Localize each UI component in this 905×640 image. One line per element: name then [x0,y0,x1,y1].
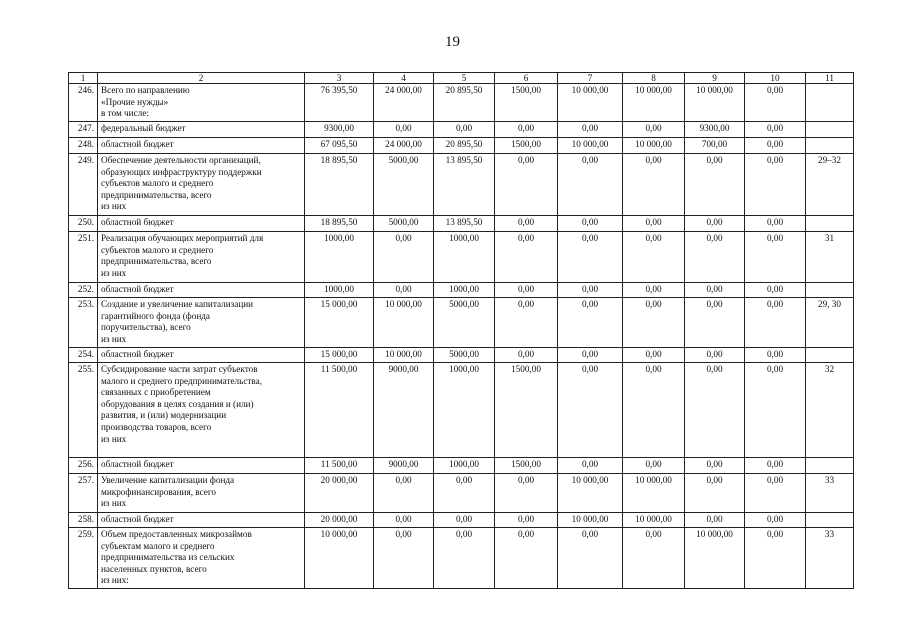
amount-cell: 0,00 [685,513,745,528]
amount-cell: 11 500,00 [305,363,374,458]
description-line: областной бюджет [101,217,174,227]
amount-cell: 20 000,00 [305,513,374,528]
amount-cell: 20 895,50 [434,84,495,122]
description-line: предпринимательства, всего [101,189,212,200]
row-description [98,528,305,589]
amount-cell: 0,00 [558,283,623,298]
row-description [98,348,305,363]
amount-cell: 10 000,00 [558,84,623,122]
column-header: 8 [623,73,685,84]
amount-cell: 0,00 [623,348,685,363]
amount-cell: 0,00 [623,298,685,348]
table-row [69,154,854,216]
amount-cell: 0,00 [745,513,806,528]
amount-cell: 0,00 [685,283,745,298]
amount-cell: 0,00 [558,154,623,216]
description-line: из них [101,201,127,212]
amount-cell: 0,00 [685,474,745,513]
reference-cell [806,84,854,122]
amount-cell: 0,00 [495,122,558,138]
reference-cell: 29, 30 [806,298,854,348]
row-number: 259. [69,528,98,589]
description-line: развития, и (или) модернизации [101,410,227,421]
row-number: 247. [69,122,98,138]
amount-cell: 18 895,50 [305,154,374,216]
table-row [69,363,854,458]
row-description [98,298,305,348]
description-line: Создание и увеличение капитализации [101,299,254,309]
amount-cell: 0,00 [685,458,745,474]
amount-cell: 0,00 [685,216,745,232]
amount-cell: 0,00 [623,232,685,283]
amount-cell: 13 895,50 [434,154,495,216]
column-header: 6 [495,73,558,84]
table-row [69,283,854,298]
row-description [98,232,305,283]
amount-cell: 0,00 [623,458,685,474]
column-header: 3 [305,73,374,84]
amount-cell: 1500,00 [495,458,558,474]
description-line: из них [101,433,127,444]
column-header: 10 [745,73,806,84]
description-line: Реализация обучающих мероприятий для [101,233,264,243]
row-number: 255. [69,363,98,458]
amount-cell: 10 000,00 [623,84,685,122]
amount-cell: 0,00 [374,528,434,589]
amount-cell: 1000,00 [434,283,495,298]
amount-cell: 18 895,50 [305,216,374,232]
description-line: поручительства), всего [101,322,191,333]
description-line: Увеличение капитализации фонда [101,475,235,485]
description-line: Всего по направлению [101,85,190,95]
column-header: 11 [806,73,854,84]
amount-cell: 10 000,00 [374,348,434,363]
amount-cell: 0,00 [623,122,685,138]
description-line: в том числе: [101,108,149,119]
description-line: «Прочие нужды» [101,96,169,107]
amount-cell: 0,00 [495,348,558,363]
amount-cell: 0,00 [374,513,434,528]
row-description [98,363,305,458]
amount-cell: 10 000,00 [558,513,623,528]
description-line: субъектам малого и среднего [101,540,215,551]
amount-cell: 0,00 [434,513,495,528]
reference-cell [806,348,854,363]
amount-cell: 0,00 [434,528,495,589]
table-row [69,474,854,513]
reference-cell: 33 [806,528,854,589]
description-line: Обеспечение деятельности организаций, [101,155,261,165]
amount-cell: 1500,00 [495,363,558,458]
row-number: 257. [69,474,98,513]
description-line: областной бюджет [101,459,174,469]
row-description [98,216,305,232]
table-body [69,84,854,589]
amount-cell: 700,00 [685,138,745,154]
amount-cell: 9300,00 [685,122,745,138]
amount-cell: 9000,00 [374,458,434,474]
amount-cell: 0,00 [558,216,623,232]
amount-cell: 10 000,00 [558,474,623,513]
amount-cell: 0,00 [558,348,623,363]
description-line: из них [101,498,127,509]
row-number: 252. [69,283,98,298]
amount-cell: 9000,00 [374,363,434,458]
amount-cell: 0,00 [623,283,685,298]
amount-cell: 10 000,00 [305,528,374,589]
description-line: субъектов малого и среднего [101,178,214,189]
row-number: 258. [69,513,98,528]
row-number: 256. [69,458,98,474]
amount-cell: 20 000,00 [305,474,374,513]
table-header [69,73,854,84]
row-description [98,474,305,513]
description-line: Субсидирование части затрат субъектов [101,364,258,374]
amount-cell: 0,00 [745,348,806,363]
reference-cell [806,283,854,298]
reference-cell [806,138,854,154]
row-number: 250. [69,216,98,232]
amount-cell: 0,00 [623,363,685,458]
amount-cell: 0,00 [745,154,806,216]
amount-cell: 0,00 [745,122,806,138]
amount-cell: 5000,00 [434,348,495,363]
description-line: областной бюджет [101,284,174,294]
amount-cell: 15 000,00 [305,298,374,348]
amount-cell: 0,00 [558,232,623,283]
amount-cell: 13 895,50 [434,216,495,232]
amount-cell: 0,00 [495,528,558,589]
amount-cell: 0,00 [685,363,745,458]
amount-cell: 0,00 [495,474,558,513]
column-header: 2 [98,73,305,84]
amount-cell: 0,00 [745,363,806,458]
table-row [69,232,854,283]
amount-cell: 76 395,50 [305,84,374,122]
amount-cell: 0,00 [745,283,806,298]
reference-cell: 29–32 [806,154,854,216]
amount-cell: 10 000,00 [623,138,685,154]
amount-cell: 0,00 [745,474,806,513]
row-description [98,513,305,528]
reference-cell [806,458,854,474]
amount-cell: 10 000,00 [623,513,685,528]
table-row [69,298,854,348]
row-number: 253. [69,298,98,348]
description-line: связанных с приобретением [101,387,211,398]
amount-cell: 10 000,00 [558,138,623,154]
reference-cell [806,513,854,528]
amount-cell: 10 000,00 [685,528,745,589]
amount-cell: 0,00 [495,232,558,283]
amount-cell: 0,00 [558,122,623,138]
amount-cell: 5000,00 [374,154,434,216]
reference-cell: 32 [806,363,854,458]
description-line: из них: [101,575,129,586]
amount-cell: 0,00 [685,298,745,348]
amount-cell: 0,00 [745,528,806,589]
description-line: производства товаров, всего [101,421,212,432]
description-line: образующих инфраструктуру поддержки [101,166,262,177]
header-row [69,73,854,84]
description-line: субъектов малого и среднего [101,244,214,255]
reference-cell: 31 [806,232,854,283]
amount-cell: 0,00 [495,216,558,232]
amount-cell: 5000,00 [374,216,434,232]
amount-cell: 1000,00 [305,283,374,298]
row-description [98,154,305,216]
table-row [69,513,854,528]
amount-cell: 0,00 [745,138,806,154]
amount-cell: 0,00 [374,232,434,283]
table-row [69,138,854,154]
amount-cell: 0,00 [495,283,558,298]
amount-cell: 24 000,00 [374,138,434,154]
amount-cell: 20 895,50 [434,138,495,154]
amount-cell: 0,00 [745,216,806,232]
amount-cell: 0,00 [685,232,745,283]
row-description [98,138,305,154]
amount-cell: 1000,00 [305,232,374,283]
description-line: населенных пунктов, всего [101,563,207,574]
row-number: 254. [69,348,98,363]
amount-cell: 0,00 [558,458,623,474]
amount-cell: 0,00 [745,232,806,283]
description-line: гарантийного фонда (фонда [101,310,211,321]
amount-cell: 1000,00 [434,363,495,458]
column-header: 7 [558,73,623,84]
table-row [69,458,854,474]
amount-cell: 0,00 [558,528,623,589]
amount-cell: 0,00 [434,122,495,138]
amount-cell: 5000,00 [434,298,495,348]
amount-cell: 67 095,50 [305,138,374,154]
amount-cell: 0,00 [558,298,623,348]
amount-cell: 0,00 [495,513,558,528]
description-line: малого и среднего предпринимательства, [101,375,263,386]
amount-cell: 0,00 [434,474,495,513]
description-line: предпринимательства, всего [101,256,212,267]
row-description [98,84,305,122]
amount-cell: 1000,00 [434,232,495,283]
amount-cell: 0,00 [374,283,434,298]
column-header: 4 [374,73,434,84]
amount-cell: 24 000,00 [374,84,434,122]
row-number: 249. [69,154,98,216]
amount-cell: 0,00 [623,216,685,232]
description-line: из них [101,333,127,344]
description-line: Объем предоставленных микрозаймов [101,529,252,539]
description-line: областной бюджет [101,514,174,524]
amount-cell: 0,00 [558,363,623,458]
amount-cell: 1000,00 [434,458,495,474]
reference-cell [806,122,854,138]
description-line: федеральный бюджет [101,123,186,133]
description-line: областной бюджет [101,139,174,149]
row-number: 246. [69,84,98,122]
description-line: оборудования в целях создания и (или) [101,398,254,409]
amount-cell: 0,00 [495,154,558,216]
amount-cell: 0,00 [623,154,685,216]
amount-cell: 10 000,00 [374,298,434,348]
amount-cell: 15 000,00 [305,348,374,363]
row-number: 248. [69,138,98,154]
amount-cell: 0,00 [745,84,806,122]
reference-cell: 33 [806,474,854,513]
row-description [98,458,305,474]
table-row [69,216,854,232]
table-row [69,84,854,122]
row-description [98,122,305,138]
reference-cell [806,216,854,232]
table-row [69,122,854,138]
amount-cell: 0,00 [745,458,806,474]
description-line: из них [101,267,127,278]
description-line: микрофинансирования, всего [101,486,216,497]
column-header: 5 [434,73,495,84]
amount-cell: 0,00 [623,528,685,589]
column-header: 1 [69,73,98,84]
amount-cell: 1500,00 [495,84,558,122]
page-number: 19 [445,34,460,50]
amount-cell: 10 000,00 [685,84,745,122]
table-row [69,348,854,363]
row-number: 251. [69,232,98,283]
table-row [69,528,854,589]
amount-cell: 0,00 [745,298,806,348]
amount-cell: 9300,00 [305,122,374,138]
row-description [98,283,305,298]
description-line: предпринимательства из сельских [101,552,235,563]
amount-cell: 10 000,00 [623,474,685,513]
amount-cell: 1500,00 [495,138,558,154]
description-line: областной бюджет [101,349,174,359]
amount-cell: 0,00 [374,474,434,513]
column-header: 9 [685,73,745,84]
budget-table [68,72,854,589]
amount-cell: 11 500,00 [305,458,374,474]
amount-cell: 0,00 [685,154,745,216]
amount-cell: 0,00 [685,348,745,363]
amount-cell: 0,00 [374,122,434,138]
amount-cell: 0,00 [495,298,558,348]
